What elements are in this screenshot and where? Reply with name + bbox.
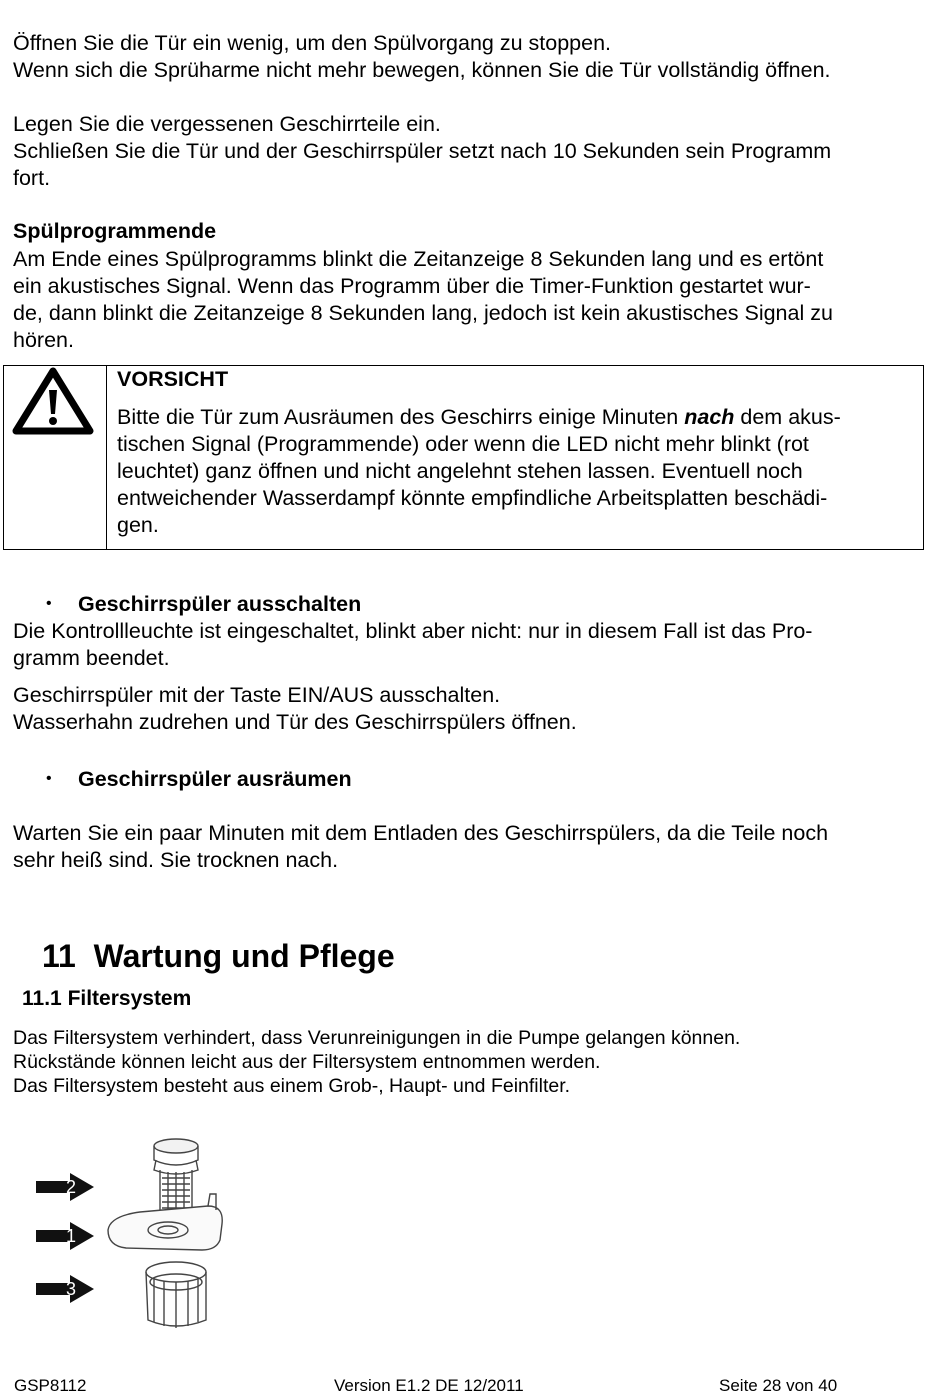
switch-off-line: Wasserhahn zudrehen und Tür des Geschirrspülers öffnen. xyxy=(13,710,577,734)
program-end-line: Am Ende eines Spülprogramms blinkt die Zeitanzeige 8 Sekunden lang und es ertönt xyxy=(13,247,824,271)
caution-emphasis: nach xyxy=(684,405,735,429)
unload-line: Warten Sie ein paar Minuten mit dem Entladen des Geschirrspülers, da die Teile noch xyxy=(13,821,829,845)
switch-off-heading: Geschirrspüler ausschalten xyxy=(78,592,362,616)
intro-line: Öffnen Sie die Tür ein wenig, um den Spülvorgang zu stoppen. xyxy=(13,31,612,55)
footer-version: Version E1.2 DE 12/2011 xyxy=(334,1376,524,1395)
figure-label: 1 xyxy=(66,1226,77,1246)
footer-model: GSP8112 xyxy=(14,1376,87,1395)
figure-label: 3 xyxy=(66,1279,77,1299)
caution-divider xyxy=(106,365,107,550)
caution-line: gen. xyxy=(117,513,159,537)
intro-line: Legen Sie die vergessenen Geschirrteile ein. xyxy=(13,112,441,136)
intro-line: fort. xyxy=(13,166,51,190)
section-line: Das Filtersystem verhindert, dass Verunreinigungen in die Pumpe gelangen können. xyxy=(13,1027,741,1049)
program-end-heading: Spülprogrammende xyxy=(13,219,217,243)
warning-triangle-icon xyxy=(12,366,94,436)
subsection-heading: 11.1 Filtersystem xyxy=(22,987,192,1010)
bullet-icon: • xyxy=(46,595,52,612)
caution-line: tischen Signal (Programmende) oder wenn die LED nicht mehr blinkt (rot xyxy=(117,432,809,456)
bullet-icon: • xyxy=(46,770,52,787)
caution-line: Bitte die Tür zum Ausräumen des Geschirrs einige Minuten nach dem akus- xyxy=(117,405,841,429)
caution-line: leuchtet) ganz öffnen und nicht angelehnt stehen lassen. Eventuell noch xyxy=(117,459,803,483)
section-heading: 11 Wartung und Pflege xyxy=(42,938,395,974)
unload-heading: Geschirrspüler ausräumen xyxy=(78,767,352,791)
section-line: Das Filtersystem besteht aus einem Grob-, Haupt- und Feinfilter. xyxy=(13,1075,571,1097)
program-end-line: ein akustisches Signal. Wenn das Programm über die Timer-Funktion gestartet wur- xyxy=(13,274,811,298)
switch-off-line: Geschirrspüler mit der Taste EIN/AUS ausschalten. xyxy=(13,683,501,707)
intro-line: Wenn sich die Sprüharme nicht mehr bewegen, können Sie die Tür vollständig öffnen. xyxy=(13,58,831,82)
figure-label: 2 xyxy=(66,1177,77,1197)
caution-line: entweichender Wasserdampf könnte empfindliche Arbeitsplatten beschädi- xyxy=(117,486,828,510)
switch-off-line: gramm beendet. xyxy=(13,646,170,670)
footer-page: Seite 28 von 40 xyxy=(719,1376,838,1395)
intro-line: Schließen Sie die Tür und der Geschirrspüler setzt nach 10 Sekunden sein Programm xyxy=(13,139,832,163)
switch-off-line: Die Kontrollleuchte ist eingeschaltet, blinkt aber nicht: nur in diesem Fall ist das Pro- xyxy=(13,619,813,643)
program-end-line: hören. xyxy=(13,328,74,352)
section-line: Rückstände können leicht aus der Filtersystem entnommen werden. xyxy=(13,1051,601,1073)
unload-line: sehr heiß sind. Sie trocknen nach. xyxy=(13,848,339,872)
caution-title: VORSICHT xyxy=(117,367,229,391)
program-end-line: de, dann blinkt die Zeitanzeige 8 Sekunden lang, jedoch ist kein akustisches Signal zu xyxy=(13,301,833,325)
